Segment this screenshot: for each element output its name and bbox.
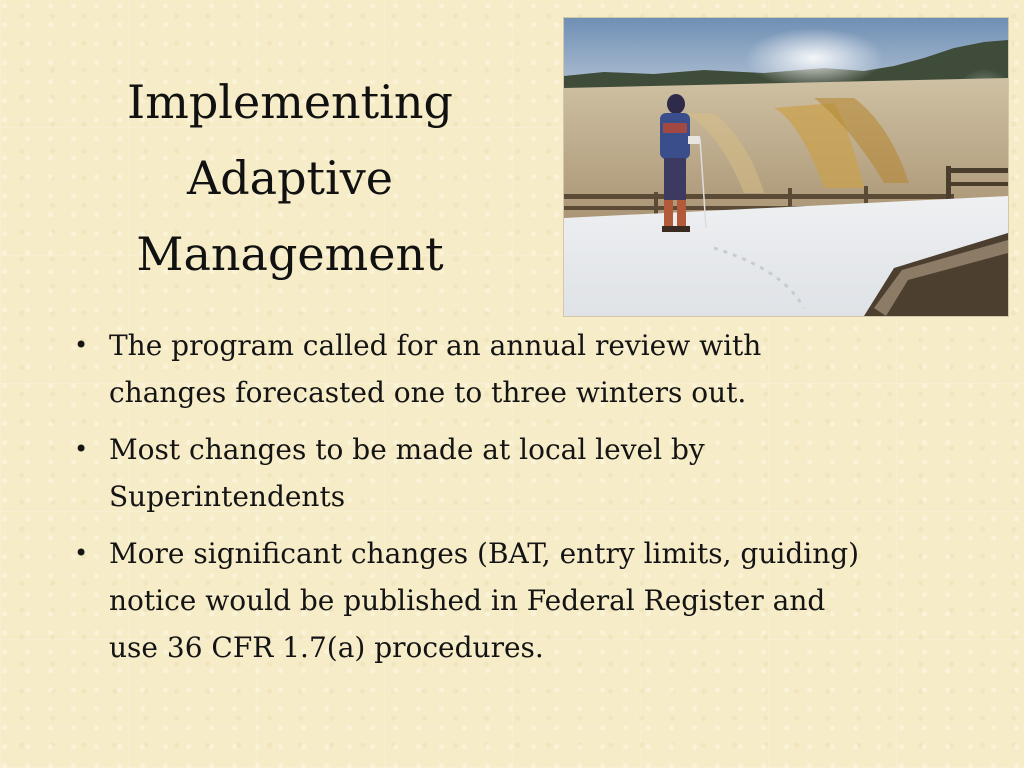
- bullet-text: The program called for an annual review with changes forecasted one to three winters out.: [109, 329, 762, 409]
- bullet-text: More significant changes (BAT, entry limits, guiding) notice would be published in Federal Register and use 36 CFR 1.7(a) procedures.: [109, 537, 860, 664]
- bullet-glyph: •: [74, 435, 89, 463]
- bullet-list: [70, 322, 970, 681]
- bullet-text: Most changes to be made at local level by Superintendents: [109, 433, 705, 513]
- title-line-1: Implementing: [127, 75, 453, 129]
- bullet-item: [70, 322, 970, 416]
- bullet-glyph: •: [74, 539, 89, 567]
- title-line-3: Management: [136, 227, 444, 281]
- bullet-item: [70, 426, 970, 520]
- bullet-glyph: •: [74, 331, 89, 359]
- slide-title: [90, 64, 490, 292]
- title-line-2: Adaptive: [187, 151, 393, 205]
- bullet-item: [70, 530, 970, 671]
- geyser-photo: [564, 18, 1008, 316]
